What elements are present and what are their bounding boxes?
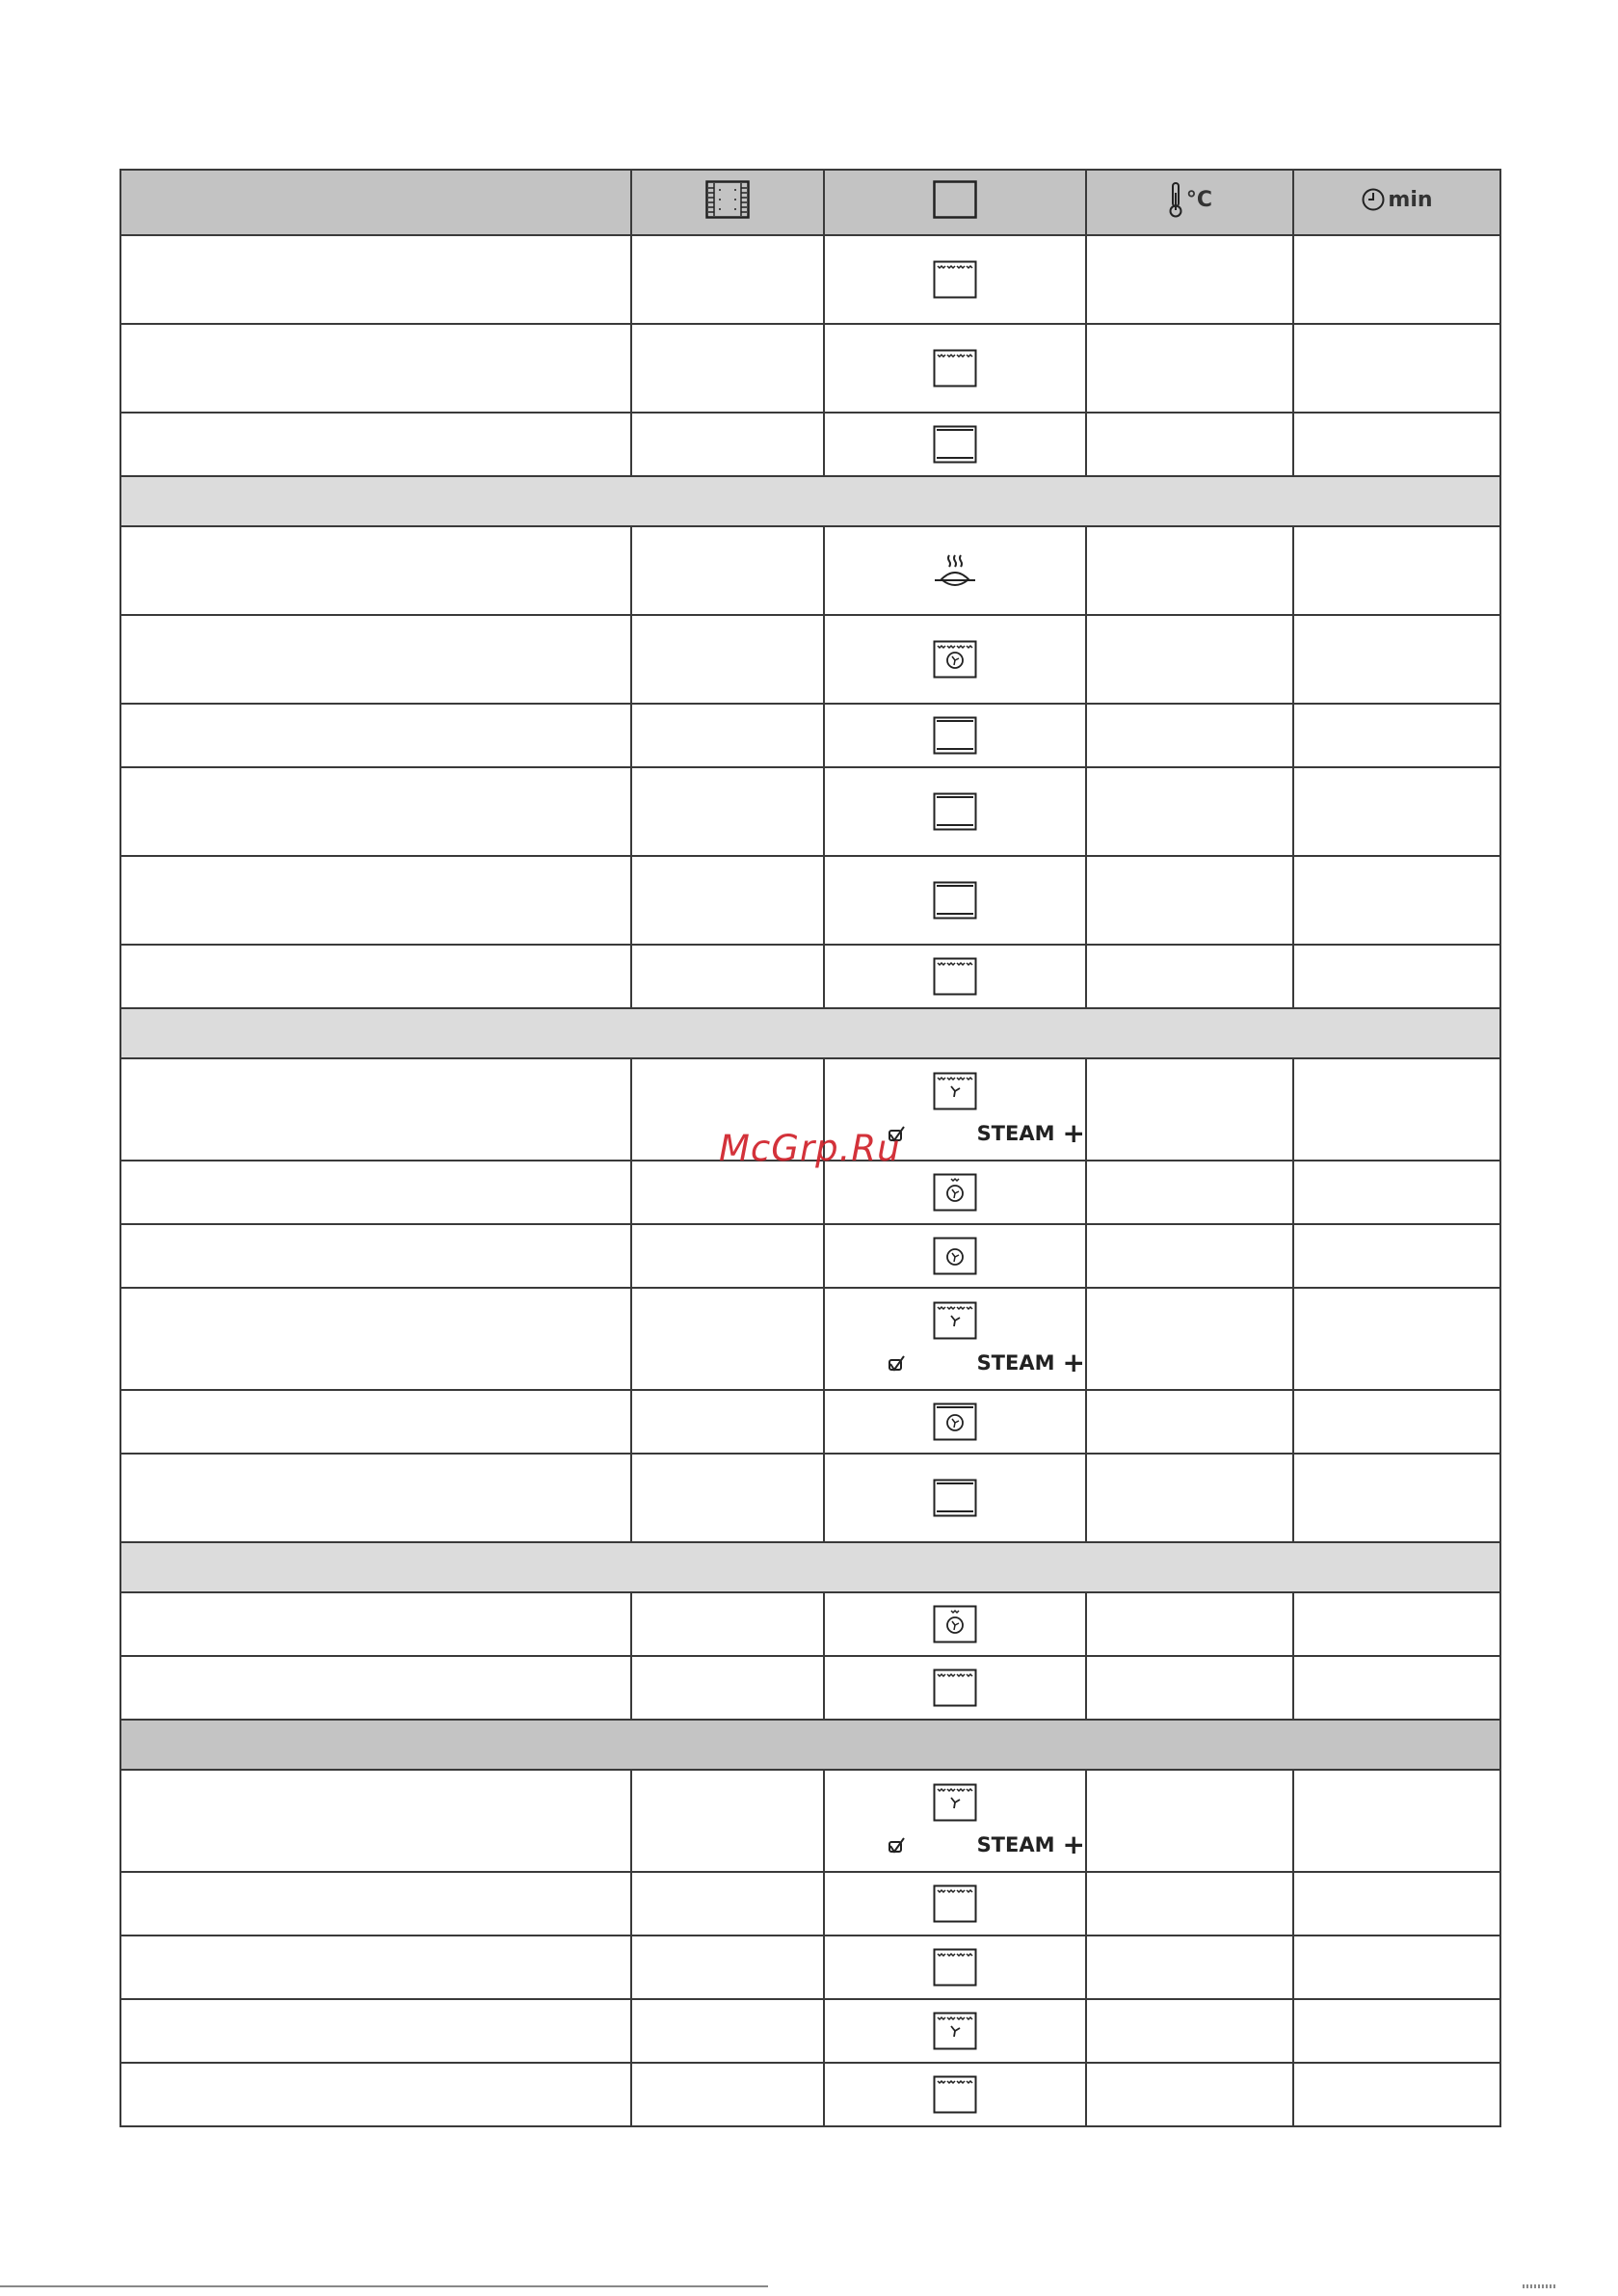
section-row	[120, 1008, 1500, 1058]
table-row	[120, 1161, 1500, 1224]
table-row	[120, 1592, 1500, 1656]
food-cell	[120, 1454, 631, 1542]
shelf-cell	[631, 235, 824, 324]
shelf-cell	[631, 1161, 824, 1224]
header-time	[1293, 170, 1500, 235]
top-bottom-heat-icon	[933, 716, 977, 755]
shelf-cell	[631, 1999, 824, 2063]
shelf-cell	[631, 1454, 824, 1542]
food-cell	[120, 235, 631, 324]
food-cell	[120, 1161, 631, 1224]
temperature-cell	[1086, 1770, 1293, 1872]
function-cell	[824, 1454, 1086, 1542]
table-row	[120, 1656, 1500, 1720]
table-row	[120, 526, 1500, 615]
function-cell	[824, 1936, 1086, 1999]
time-cell	[1293, 1224, 1500, 1288]
table-row	[120, 856, 1500, 945]
table-row	[120, 767, 1500, 856]
food-cell	[120, 704, 631, 767]
temperature-cell	[1086, 856, 1293, 945]
top-heat-icon	[933, 1948, 977, 1987]
time-cell	[1293, 235, 1500, 324]
function-cell	[824, 235, 1086, 324]
table-row	[120, 1288, 1500, 1390]
function-cell	[824, 1999, 1086, 2063]
thermometer-icon	[1167, 181, 1184, 218]
table-row	[120, 1770, 1500, 1872]
steam-plus: +	[1062, 1347, 1085, 1378]
food-cell	[120, 856, 631, 945]
temperature-cell	[1086, 1058, 1293, 1161]
top-bottom-heat-icon	[933, 1479, 977, 1517]
shelf-cell	[631, 945, 824, 1008]
shelf-cell	[631, 2063, 824, 2126]
food-cell	[120, 767, 631, 856]
food-cell	[120, 1936, 631, 1999]
food-cell	[120, 2063, 631, 2126]
top-heat-icon	[933, 1669, 977, 1707]
steam-plus: +	[1062, 1117, 1085, 1149]
food-cell	[120, 1390, 631, 1454]
function-cell	[824, 1656, 1086, 1720]
time-unit: min	[1388, 187, 1433, 212]
shelf-cell	[631, 1770, 824, 1872]
temperature-cell	[1086, 1390, 1293, 1454]
food-cell	[120, 1656, 631, 1720]
function-cell	[824, 615, 1086, 704]
header-shelf	[631, 170, 824, 235]
table-row	[120, 615, 1500, 704]
temperature-cell	[1086, 1224, 1293, 1288]
time-cell	[1293, 324, 1500, 413]
function-cell	[824, 1872, 1086, 1936]
section-row	[120, 1542, 1500, 1592]
footer-line	[0, 2285, 768, 2287]
turbo-grill-icon	[933, 1173, 977, 1212]
temperature-unit: °C	[1185, 187, 1213, 212]
table-row	[120, 1224, 1500, 1288]
shelf-cell	[631, 704, 824, 767]
function-cell	[824, 704, 1086, 767]
function-cell	[824, 856, 1086, 945]
time-cell	[1293, 1592, 1500, 1656]
food-cell	[120, 1224, 631, 1288]
temperature-cell	[1086, 1936, 1293, 1999]
table-row	[120, 704, 1500, 767]
table-row	[120, 1390, 1500, 1454]
section-row	[120, 476, 1500, 526]
shelf-cell	[631, 1390, 824, 1454]
steam-valve-icon	[887, 1834, 908, 1855]
time-cell	[1293, 1390, 1500, 1454]
shelf-cell	[631, 767, 824, 856]
dish-warming-icon	[933, 551, 977, 590]
time-cell	[1293, 615, 1500, 704]
temperature-cell	[1086, 2063, 1293, 2126]
time-cell	[1293, 1872, 1500, 1936]
shelf-cell	[631, 615, 824, 704]
steam-label: STEAM	[976, 1351, 1055, 1375]
temperature-cell	[1086, 1656, 1293, 1720]
food-cell	[120, 1999, 631, 2063]
food-cell	[120, 1592, 631, 1656]
temperature-cell	[1086, 1288, 1293, 1390]
steam-label: STEAM	[976, 1122, 1055, 1145]
food-cell	[120, 1058, 631, 1161]
time-cell	[1293, 2063, 1500, 2126]
time-cell	[1293, 1454, 1500, 1542]
table-row	[120, 1454, 1500, 1542]
time-cell	[1293, 704, 1500, 767]
time-cell	[1293, 1161, 1500, 1224]
steam-plus-indicator	[825, 1831, 1085, 1858]
food-cell	[120, 615, 631, 704]
fan-forced-icon	[933, 1072, 977, 1110]
time-cell	[1293, 1999, 1500, 2063]
shelf-cell	[631, 1936, 824, 1999]
food-cell	[120, 1872, 631, 1936]
top-heat-icon	[933, 957, 977, 996]
time-cell	[1293, 1288, 1500, 1390]
shelf-cell	[631, 526, 824, 615]
fan-forced-icon	[933, 2012, 977, 2050]
clock-icon	[1361, 187, 1386, 212]
time-cell	[1293, 1936, 1500, 1999]
temperature-cell	[1086, 1454, 1293, 1542]
shelf-cell	[631, 1872, 824, 1936]
temperature-cell	[1086, 945, 1293, 1008]
section-cell	[120, 1008, 1500, 1058]
function-cell	[824, 1592, 1086, 1656]
time-cell	[1293, 856, 1500, 945]
watermark: McGrp.Ru	[719, 1128, 901, 1169]
steam-valve-icon	[887, 1352, 908, 1374]
table-row	[120, 1936, 1500, 1999]
function-cell	[824, 1770, 1086, 1872]
function-cell	[824, 945, 1086, 1008]
steam-plus-indicator	[825, 1349, 1085, 1376]
food-cell	[120, 324, 631, 413]
top-heat-icon	[933, 1884, 977, 1923]
temperature-cell	[1086, 1161, 1293, 1224]
section-cell	[120, 1720, 1500, 1770]
turbo-grill-icon	[933, 1605, 977, 1643]
table-row	[120, 235, 1500, 324]
time-cell	[1293, 526, 1500, 615]
function-cell	[824, 324, 1086, 413]
temperature-cell	[1086, 413, 1293, 476]
oven-function-icon	[933, 180, 977, 219]
food-cell	[120, 526, 631, 615]
temperature-cell	[1086, 615, 1293, 704]
top-bottom-heat-icon	[933, 425, 977, 464]
time-cell	[1293, 1058, 1500, 1161]
temperature-cell	[1086, 526, 1293, 615]
table-row	[120, 413, 1500, 476]
fan-forced-icon	[933, 1301, 977, 1340]
food-cell	[120, 1288, 631, 1390]
temperature-cell	[1086, 1872, 1293, 1936]
function-cell	[824, 767, 1086, 856]
top-heat-icon	[933, 349, 977, 387]
time-cell	[1293, 413, 1500, 476]
time-cell	[1293, 1656, 1500, 1720]
header-function	[824, 170, 1086, 235]
top-heat-icon	[933, 260, 977, 299]
shelf-cell	[631, 1592, 824, 1656]
shelf-cell	[631, 1224, 824, 1288]
table-row	[120, 324, 1500, 413]
top-bottom-heat-icon	[933, 881, 977, 920]
function-cell	[824, 1161, 1086, 1224]
time-cell	[1293, 945, 1500, 1008]
function-cell	[824, 1224, 1086, 1288]
table-row	[120, 1999, 1500, 2063]
temperature-cell	[1086, 767, 1293, 856]
food-cell	[120, 1770, 631, 1872]
shelf-position-icon	[705, 180, 750, 219]
function-cell	[824, 2063, 1086, 2126]
fan-top-heat-icon	[933, 640, 977, 679]
function-cell	[824, 1288, 1086, 1390]
footer-mark	[1523, 2284, 1557, 2288]
temperature-cell	[1086, 1592, 1293, 1656]
food-cell	[120, 413, 631, 476]
temperature-cell	[1086, 704, 1293, 767]
steam-plus: +	[1062, 1829, 1085, 1860]
shelf-cell	[631, 413, 824, 476]
fan-ring-icon	[933, 1237, 977, 1275]
steam-label: STEAM	[976, 1833, 1055, 1856]
table-row	[120, 2063, 1500, 2126]
header-temperature	[1086, 170, 1293, 235]
temperature-cell	[1086, 324, 1293, 413]
table-row	[120, 945, 1500, 1008]
table-header-row	[120, 170, 1500, 235]
section-row	[120, 1720, 1500, 1770]
time-cell	[1293, 1770, 1500, 1872]
time-cell	[1293, 767, 1500, 856]
temperature-cell	[1086, 235, 1293, 324]
function-cell	[824, 1390, 1086, 1454]
header-food	[120, 170, 631, 235]
food-cell	[120, 945, 631, 1008]
temperature-cell	[1086, 1999, 1293, 2063]
function-cell	[824, 413, 1086, 476]
top-bottom-heat-icon	[933, 792, 977, 831]
shelf-cell	[631, 856, 824, 945]
shelf-cell	[631, 1288, 824, 1390]
shelf-cell	[631, 1656, 824, 1720]
table-row	[120, 1872, 1500, 1936]
top-heat-icon	[933, 2075, 977, 2114]
section-cell	[120, 1542, 1500, 1592]
section-cell	[120, 476, 1500, 526]
top-bar-fan-icon	[933, 1402, 977, 1441]
shelf-cell	[631, 324, 824, 413]
function-cell	[824, 526, 1086, 615]
fan-forced-icon	[933, 1783, 977, 1822]
